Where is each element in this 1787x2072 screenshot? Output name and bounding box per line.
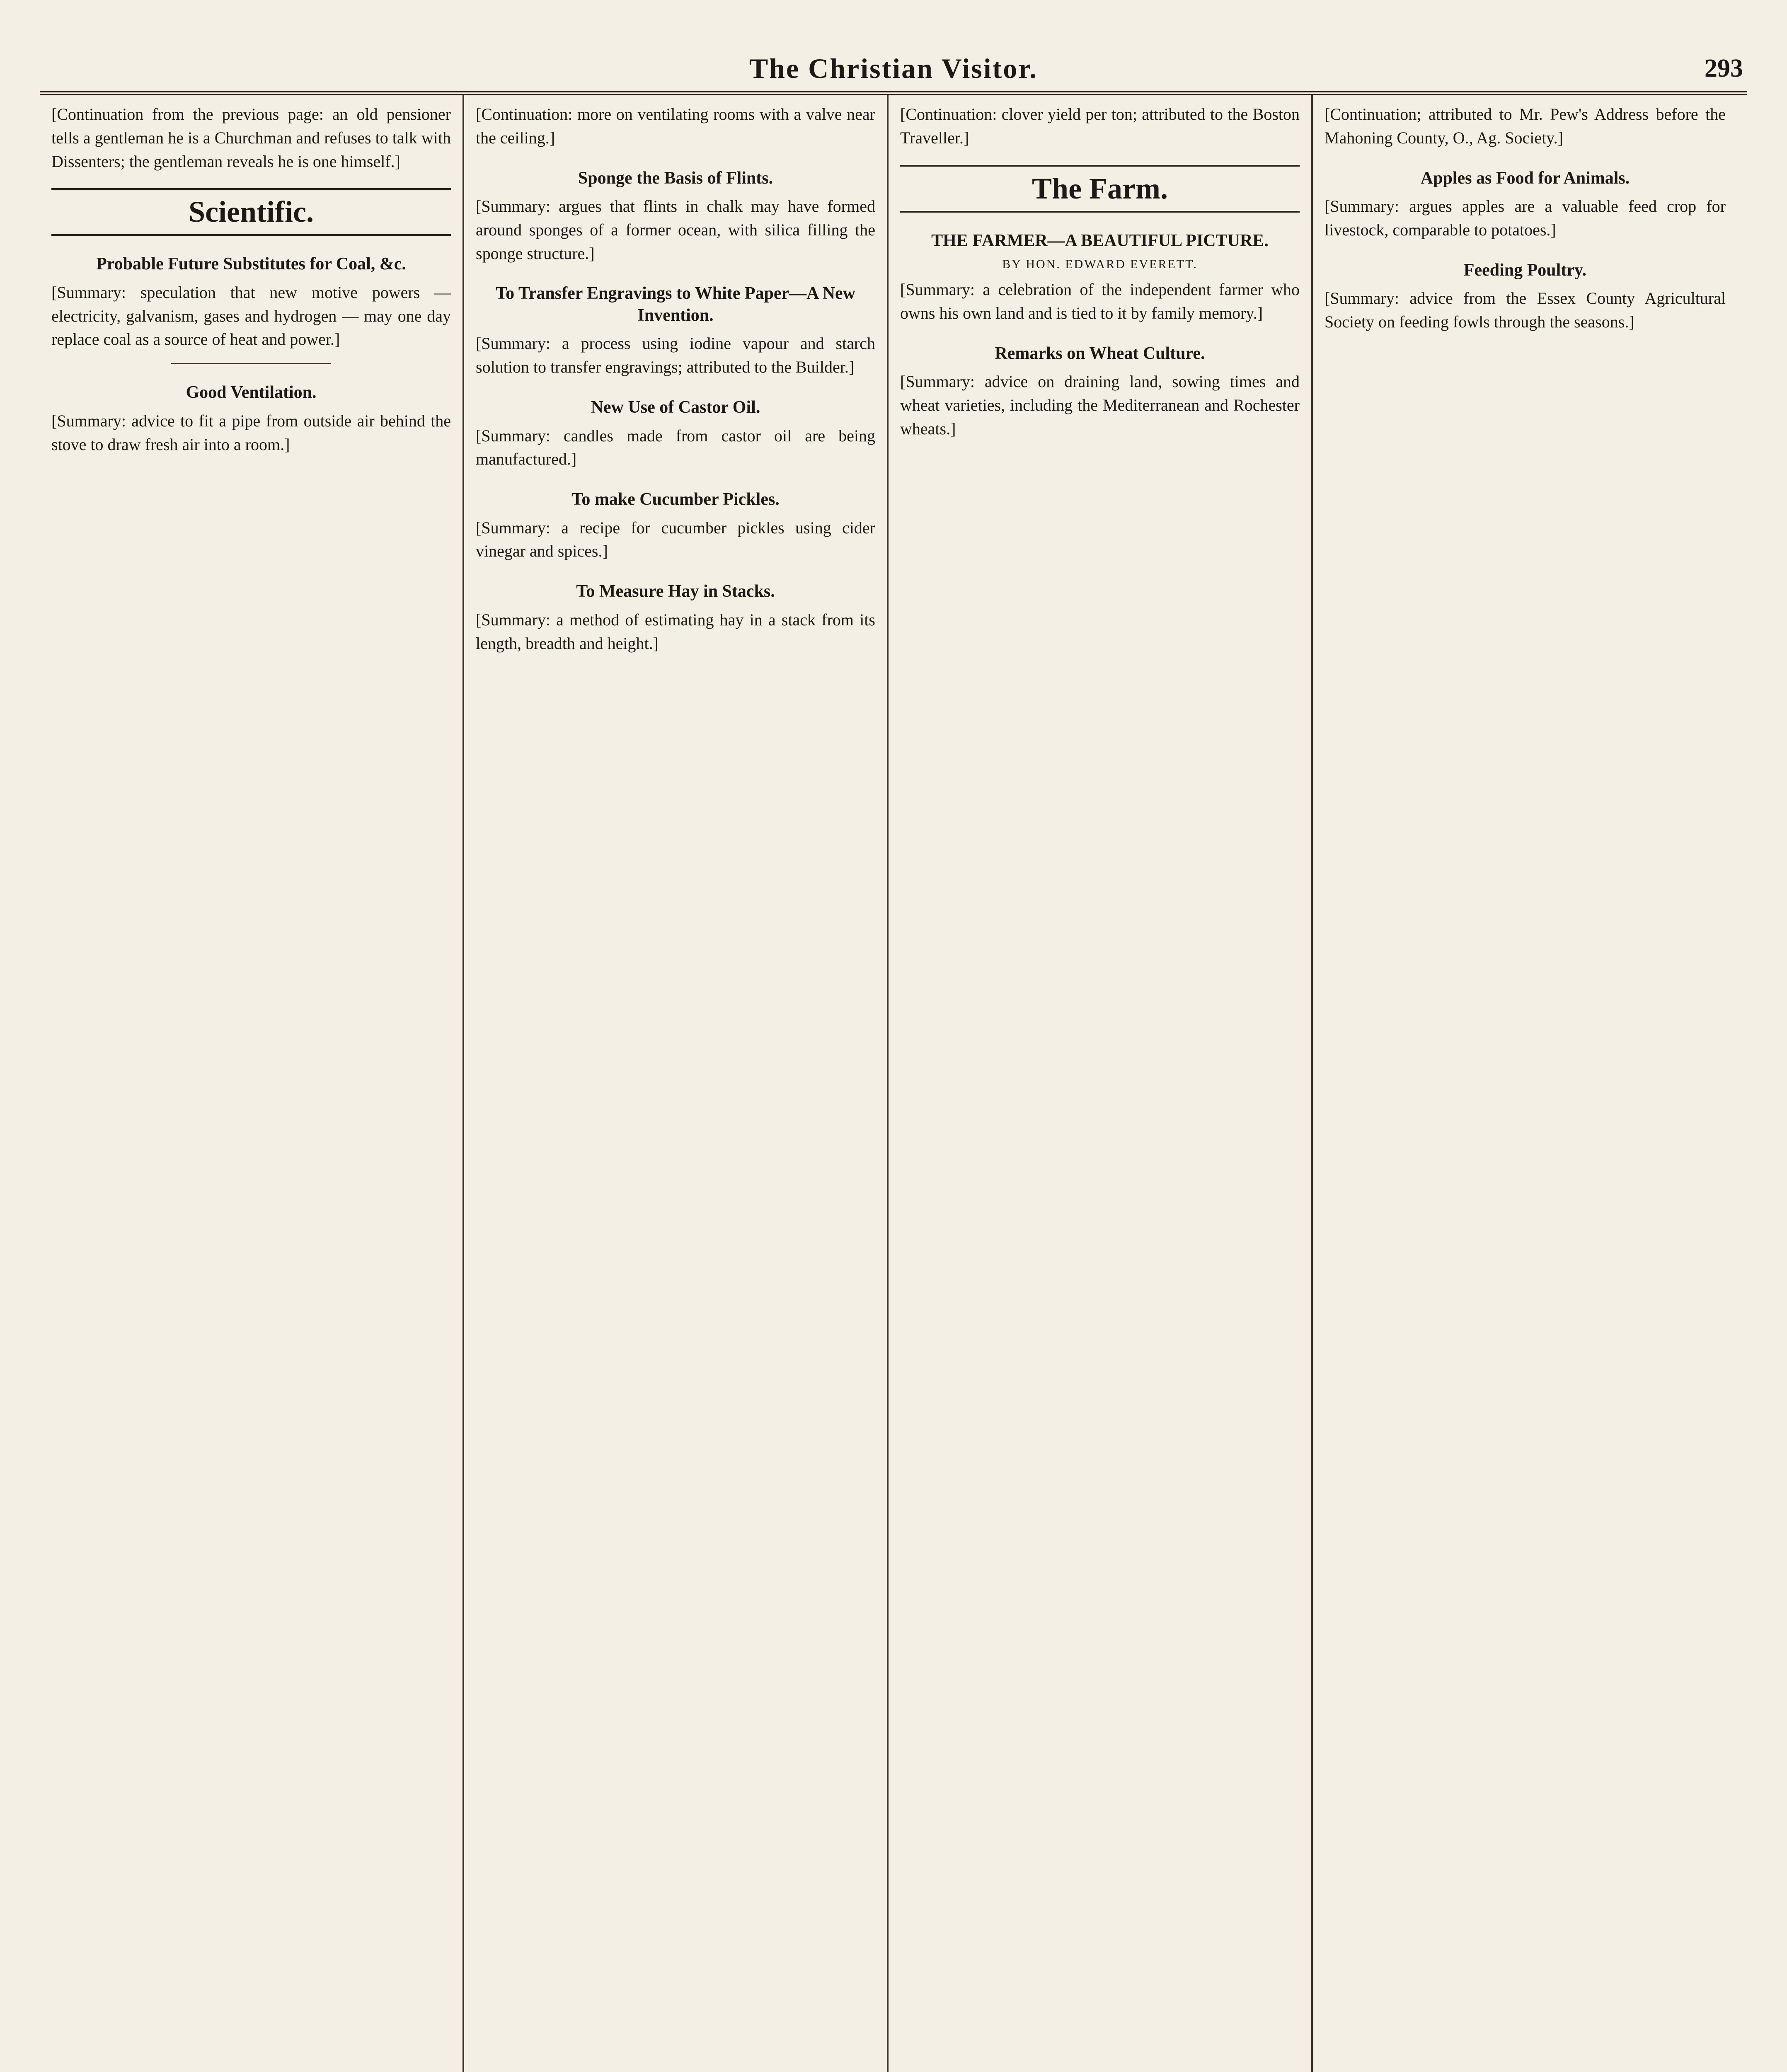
masthead-title: The Christian Visitor.: [749, 53, 1038, 84]
article-text: [Summary: a celebration of the independent farmer who owns his own land and is tied to it by family memory.]: [900, 280, 1300, 322]
article-title: Sponge the Basis of Flints.: [578, 168, 773, 188]
article-title: To Transfer Engravings to White Paper—A New Invention.: [495, 284, 856, 325]
article-text: [Summary: argues that flints in chalk may have formed around sponges of a former ocean, with silica filling the sponge structure.]: [476, 197, 875, 263]
article-title: Apples as Food for Animals.: [1420, 168, 1630, 188]
article-title: Probable Future Substitutes for Coal, &c.: [96, 254, 406, 274]
article-text: [Summary: advice on draining land, sowing times and wheat varieties, including the Mediterranean and Rochester wheats.]: [900, 372, 1300, 438]
article-text: [Continuation: clover yield per ton; attributed to the Boston Traveller.]: [900, 105, 1300, 147]
article-text: [Continuation: more on ventilating rooms with a valve near the ceiling.]: [476, 105, 875, 147]
page-number: 293: [1705, 54, 1743, 82]
article-title: THE FARMER—A BEAUTIFUL PICTURE.: [931, 231, 1269, 250]
column-3: [889, 95, 1313, 2072]
column-2: [464, 95, 889, 2072]
article-title: New Use of Castor Oil.: [591, 398, 760, 417]
article-title: To Measure Hay in Stacks.: [576, 582, 775, 601]
article-text: [Summary: advice to fit a pipe from outside air behind the stove to draw fresh air into a room.]: [51, 411, 451, 454]
article-text: [Summary: argues apples are a valuable feed crop for livestock, comparable to potatoes.]: [1325, 197, 1726, 239]
columns: [40, 95, 1747, 2072]
article-title: Good Ventilation.: [186, 383, 317, 402]
column-1: [40, 95, 464, 2072]
article-title: Feeding Poultry.: [1463, 260, 1587, 280]
masthead: [40, 50, 1747, 95]
article-title: Remarks on Wheat Culture.: [995, 344, 1205, 363]
column-4: [1313, 95, 1737, 2072]
divider: [171, 363, 331, 364]
article-text: [Summary: speculation that new motive powers — electricity, galvanism, gases and hydrogen — may one day replace coal as a source of heat and power.]: [51, 283, 451, 349]
article-text: [Summary: candles made from castor oil are being manufactured.]: [476, 426, 875, 469]
article-text: [Continuation from the previous page: an old pensioner tells a gentleman he is a Churchman and refuses to talk with Dissenters; the gentleman reveals he is one himself.]: [51, 105, 451, 171]
article-text: [Summary: a method of estimating hay in a stack from its length, breadth and height.]: [476, 610, 875, 653]
article-text: [Summary: a recipe for cucumber pickles using cider vinegar and spices.]: [476, 518, 875, 561]
article-text: [Continuation; attributed to Mr. Pew's Address before the Mahoning County, O., Ag. Society.]: [1325, 105, 1726, 147]
article-text: [Summary: a process using iodine vapour and starch solution to transfer engravings; attributed to the Builder.]: [476, 334, 875, 377]
article-title: To make Cucumber Pickles.: [571, 490, 780, 509]
byline: BY HON. EDWARD EVERETT.: [1002, 257, 1198, 271]
section-heading-farm: The Farm.: [900, 165, 1300, 213]
section-heading-scientific: Scientific.: [51, 188, 451, 236]
article-text: [Summary: advice from the Essex County Agricultural Society on feeding fowls through the seasons.]: [1325, 289, 1726, 331]
